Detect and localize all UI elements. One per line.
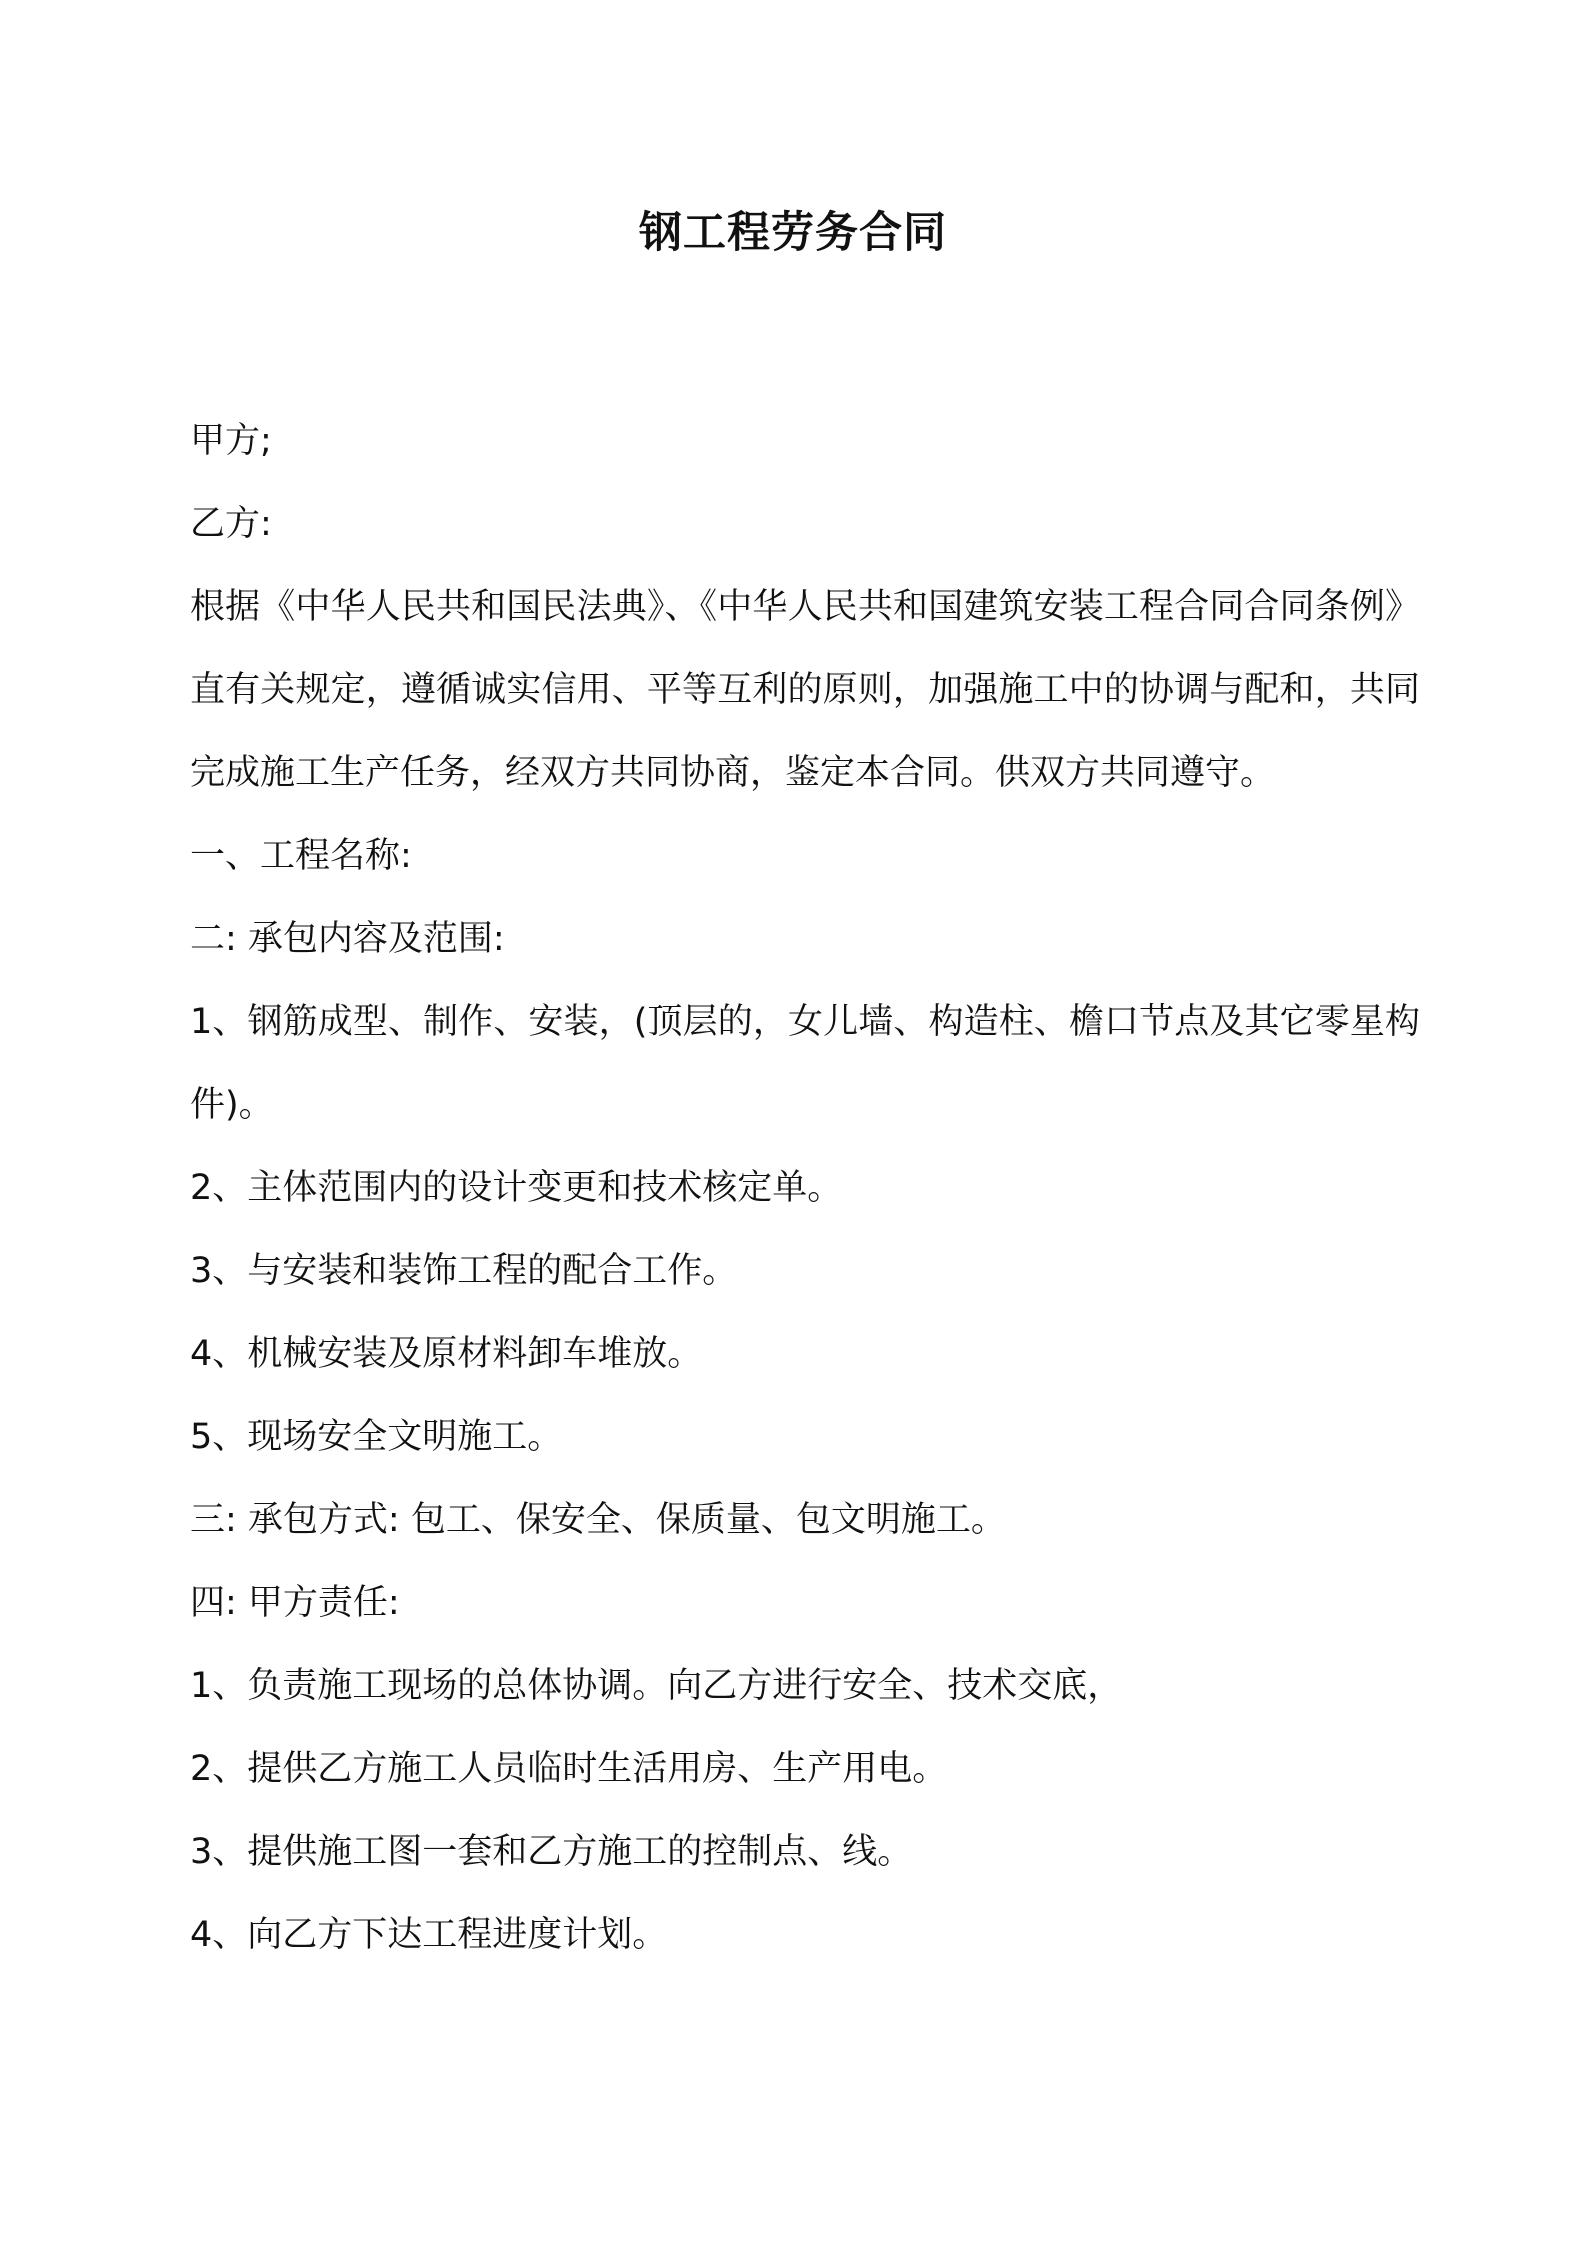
- scope-item: 4、机械安装及原材料卸车堆放。: [190, 1334, 703, 1374]
- party-b-line: 乙方:: [190, 504, 272, 544]
- scope-item: 3、与安装和装饰工程的配合工作。: [190, 1251, 738, 1291]
- party-a-duty-item: 3、提供施工图一套和乙方施工的控制点、线。: [190, 1832, 913, 1872]
- scope-item: 2、主体范围内的设计变更和技术核定单。: [190, 1168, 843, 1208]
- contract-body: [190, 400, 1420, 1977]
- section-contract-method: 三: 承包方式: 包工、保安全、保质量、包文明施工。: [190, 1500, 1006, 1540]
- section-scope-heading: 二: 承包内容及范围:: [190, 919, 505, 959]
- preamble-paragraph: 根据《中华人民共和国民法典》、《中华人民共和国建筑安装工程合同合同条例》直有关规定，遵循诚实信用、平等互利的原则，加强施工中的协调与配和，共同完成施工生产任务，经双方共同协商，鉴定本合同。供双方共同遵守。: [190, 587, 1420, 793]
- section-project-name: 一、工程名称:: [190, 836, 412, 876]
- page-title: 钢工程劳务合同: [639, 208, 947, 258]
- section-party-a-duties-heading: 四: 甲方责任:: [190, 1583, 400, 1623]
- party-a-duty-item: 4、向乙方下达工程进度计划。: [190, 1915, 668, 1955]
- party-a-line: 甲方;: [190, 421, 272, 461]
- party-a-duty-item: 1、负责施工现场的总体协调。向乙方进行安全、技术交底，: [190, 1666, 1123, 1706]
- party-a-duty-item: 2、提供乙方施工人员临时生活用房、生产用电。: [190, 1749, 948, 1789]
- scope-item: 5、现场安全文明施工。: [190, 1417, 563, 1457]
- scope-item: 1、钢筋成型、制作、安装，(顶层的，女儿墙、构造柱、檐口节点及其它零星构件)。: [190, 1002, 1420, 1125]
